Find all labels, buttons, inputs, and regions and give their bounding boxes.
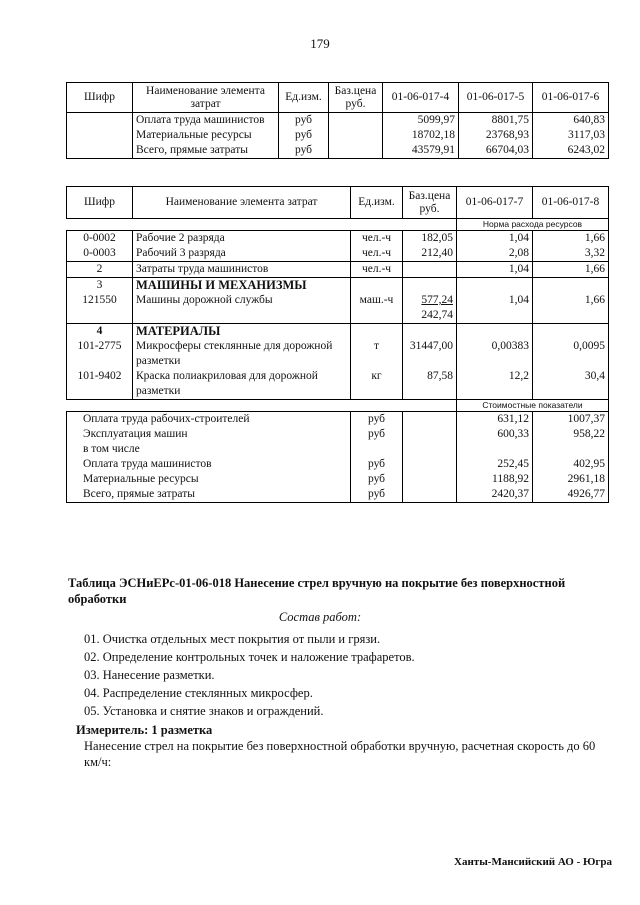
col-header-name: Наименование элемента затрат: [133, 83, 279, 113]
col-header-name: Наименование элемента затрат: [133, 187, 351, 219]
list-item: 05. Установка и снятие знаков и ограждений.: [84, 704, 324, 718]
row-name: Оплата труда рабочих-строителей: [67, 412, 351, 428]
table-row: [67, 113, 609, 129]
row-name: Машины дорожной службы: [136, 294, 273, 306]
row-name: Затраты труда машинистов: [133, 262, 351, 278]
col-header-unit: Ед.изм.: [279, 83, 329, 113]
row-value: 1,66: [533, 231, 609, 247]
row-code: 0-0003: [67, 246, 133, 262]
row-value: 1,04: [457, 231, 533, 247]
row-unit: маш.-ч: [351, 278, 403, 324]
row-unit: руб: [351, 427, 403, 442]
table-row: [67, 246, 609, 262]
row-unit: руб: [279, 143, 329, 159]
row-value: 43579,91: [383, 143, 459, 159]
section-code: 3: [96, 279, 103, 291]
row-value: 5099,97: [383, 113, 459, 129]
col-header-017-4: 01-06-017-4: [383, 83, 459, 113]
row-value: 8801,75: [459, 113, 533, 129]
table-row: [67, 442, 609, 457]
section-description: Нанесение стрел на покрытие без поверхностной обработки вручную, расчетная скорость до 60 км/ч:: [84, 739, 596, 769]
section-title: Таблица ЭСНиЕРс-01-06-018 Нанесение стрел вручную на покрытие без поверхностной обработки: [68, 576, 566, 606]
row-value: 631,12: [457, 412, 533, 428]
table-row: [67, 278, 609, 324]
row-price-2: 242,74: [421, 309, 453, 321]
row-value: 4926,77: [533, 487, 609, 503]
row-name: Всего, прямые затраты: [133, 143, 279, 159]
table-row: [67, 231, 609, 247]
row-value: 1188,92: [457, 472, 533, 487]
list-item: 02. Определение контрольных точек и наложение трафаретов.: [84, 650, 415, 664]
col-header-017-7: 01-06-017-7: [457, 187, 533, 219]
row-name: Оплата труда машинистов: [133, 113, 279, 129]
row-value: 1,66: [533, 278, 609, 324]
resources-table-2: [66, 186, 609, 503]
row-value: 2420,37: [457, 487, 533, 503]
table-row: [67, 472, 609, 487]
row-price: 31447,00: [403, 324, 457, 370]
table-row: [67, 427, 609, 442]
table-row: [67, 369, 609, 400]
row-unit: руб: [351, 487, 403, 503]
col-header-code: Шифр: [67, 187, 133, 219]
resources-table-1: [66, 82, 609, 159]
row-price: 87,58: [403, 369, 457, 400]
table-row: [67, 324, 609, 370]
col-header-017-8: 01-06-017-8: [533, 187, 609, 219]
table-row: [67, 457, 609, 472]
row-price: 577,24: [421, 294, 453, 306]
row-value: 2,08: [457, 246, 533, 262]
col-header-017-5: 01-06-017-5: [459, 83, 533, 113]
row-value: 1,66: [533, 262, 609, 278]
section-code: 4: [96, 325, 103, 337]
table-row: [67, 412, 609, 428]
table-row: [67, 262, 609, 278]
row-code: [67, 278, 133, 324]
list-item: 01. Очистка отдельных мест покрытия от пыли и грязи.: [84, 632, 381, 646]
row-code: 2: [67, 262, 133, 278]
row-name: [133, 278, 351, 324]
row-value: 252,45: [457, 457, 533, 472]
row-value: 1,04: [457, 262, 533, 278]
row-value: 958,22: [533, 427, 609, 442]
row-unit: руб: [351, 472, 403, 487]
work-composition-heading: Состав работ:: [278, 610, 362, 624]
row-unit: руб: [279, 113, 329, 129]
row-name: Всего, прямые затраты: [67, 487, 351, 503]
col-header-price: Баз.цена руб.: [329, 83, 383, 113]
row-value: 3117,03: [533, 128, 609, 143]
row-value: 66704,03: [459, 143, 533, 159]
row-price: [403, 278, 457, 324]
row-code: 101-9402: [67, 369, 133, 400]
row-unit: чел.-ч: [351, 262, 403, 278]
row-name: [133, 324, 351, 370]
table-row: [67, 487, 609, 503]
row-unit: руб: [351, 457, 403, 472]
row-value: 2961,18: [533, 472, 609, 487]
section-title: МАШИНЫ И МЕХАНИЗМЫ: [136, 278, 307, 292]
row-unit: чел.-ч: [351, 246, 403, 262]
row-unit: кг: [351, 369, 403, 400]
row-value: 402,95: [533, 457, 609, 472]
row-value: 18702,18: [383, 128, 459, 143]
row-value: 3,32: [533, 246, 609, 262]
row-code: [67, 324, 133, 370]
row-name: Оплата труда машинистов: [67, 457, 351, 472]
col-header-017-6: 01-06-017-6: [533, 83, 609, 113]
table-row: [67, 128, 609, 143]
col-header-price: Баз.цена руб.: [403, 187, 457, 219]
row-unit: т: [351, 324, 403, 370]
row-code: 121550: [82, 294, 117, 306]
col-header-code: Шифр: [67, 83, 133, 113]
list-item: 03. Нанесение разметки.: [84, 668, 215, 682]
section-title: МАТЕРИАЛЫ: [136, 324, 221, 338]
cost-caption: Стоимостные показатели: [457, 400, 609, 412]
row-value: 6243,02: [533, 143, 609, 159]
row-value: 0,0095: [533, 324, 609, 370]
row-name: Микросферы стеклянные для дорожной разметки: [136, 340, 333, 367]
row-name: Краска полиакриловая для дорожной разметки: [133, 369, 351, 400]
row-price: 182,05: [403, 231, 457, 247]
list-item: 04. Распределение стеклянных микросфер.: [84, 686, 313, 700]
row-name: Рабочий 3 разряда: [133, 246, 351, 262]
row-name: Материальные ресурсы: [133, 128, 279, 143]
row-value: 0,00383: [457, 324, 533, 370]
row-name: в том числе: [67, 442, 351, 457]
work-list: [84, 630, 415, 720]
row-value: 1,04: [457, 278, 533, 324]
row-name: Рабочие 2 разряда: [133, 231, 351, 247]
norm-caption: Норма расхода ресурсов: [457, 219, 609, 231]
row-value: 12,2: [457, 369, 533, 400]
row-code: 0-0002: [67, 231, 133, 247]
row-price: 212,40: [403, 246, 457, 262]
page-footer: Ханты-Мансийский АО - Югра: [454, 856, 612, 868]
row-name: Материальные ресурсы: [67, 472, 351, 487]
row-value: 23768,93: [459, 128, 533, 143]
row-unit: руб: [279, 128, 329, 143]
row-value: 600,33: [457, 427, 533, 442]
row-value: 1007,37: [533, 412, 609, 428]
table-row: [67, 143, 609, 159]
row-name: Эксплуатация машин: [67, 427, 351, 442]
row-unit: чел.-ч: [351, 231, 403, 247]
row-value: 30,4: [533, 369, 609, 400]
row-code: 101-2775: [77, 340, 122, 352]
row-unit: руб: [351, 412, 403, 428]
measure-unit: Измеритель: 1 разметка: [76, 723, 213, 737]
col-header-unit: Ед.изм.: [351, 187, 403, 219]
page-number: 179: [310, 36, 330, 51]
row-value: 640,83: [533, 113, 609, 129]
